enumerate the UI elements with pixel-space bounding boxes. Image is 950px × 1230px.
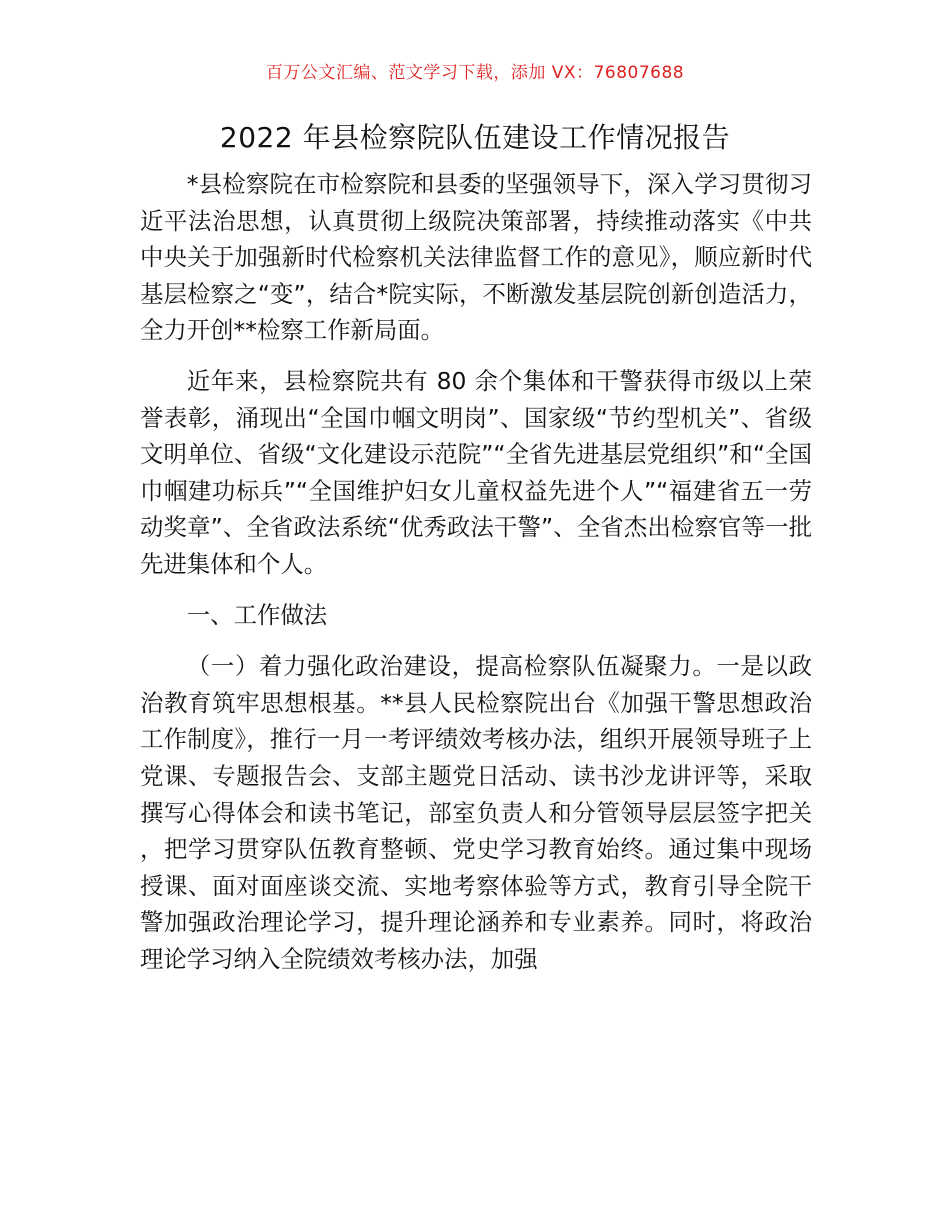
paragraph-honors: 近年来，县检察院共有 80 余个集体和干警获得市级以上荣誉表彰，涌现出“全国巾帼文明岗”、国家级“节约型机关”、省级文明单位、省级“文化建设示范院”“全省先进基层党组织”和“全国巾帼建功标兵”“全国维护妇女儿童权益先进个人”“福建省五一劳动奖章”、全省政法系统“优秀政法干警”、全省杰出检察官等一批先进集体和个人。 [140, 366, 812, 578]
document-body [140, 166, 812, 991]
header-watermark-note: 百万公文汇编、范文学习下载，添加 VX：76807688 [265, 63, 685, 83]
paragraph-political-building: （一）着力强化政治建设，提高检察队伍凝聚力。一是以政治教育筑牢思想根基。**县人民检察院出台《加强干警思想政治工作制度》，推行一月一考评绩效考核办法，组织开展领导班子上党课、专题报告会、支部主题党日活动、读书沙龙讲评等，采取撰写心得体会和读书笔记，部室负责人和分管领导层层签字把关，把学习贯穿队伍教育整顿、党史学习教育始终。通过集中现场授课、面对面座谈交流、实地考察体验等方式，教育引导全院干警加强政治理论学习，提升理论涵养和专业素养。同时，将政治理论学习纳入全院绩效考核办法，加强 [140, 652, 812, 973]
paragraph-intro: *县检察院在市检察院和县委的坚强领导下，深入学习贯彻习近平法治思想，认真贯彻上级院决策部署，持续推动落实《中共中央关于加强新时代检察机关法律监督工作的意见》，顺应新时代基层检察之“变”，结合*院实际，不断激发基层院创新创造活力，全力开创**检察工作新局面。 [140, 170, 812, 345]
section-heading-work-methods: 一、工作做法 [186, 600, 328, 629]
document-title: 2022 年县检察院队伍建设工作情况报告 [219, 121, 731, 154]
